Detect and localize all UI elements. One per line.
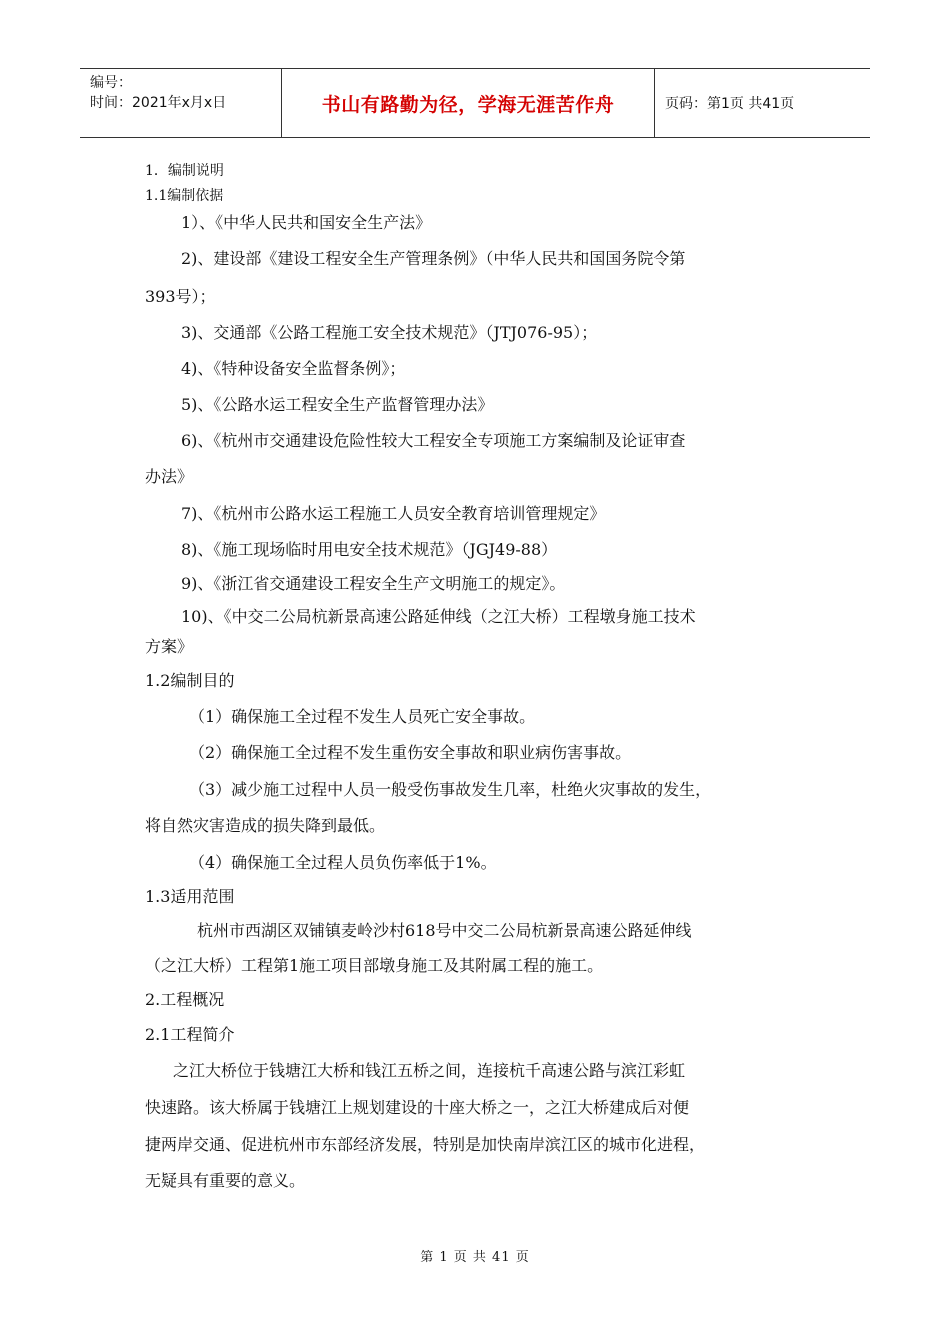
paragraph-line: 6)、《杭州市交通建设危险性较大工程安全专项施工方案编制及论证审查	[181, 431, 686, 450]
paragraph-line: 10)、《中交二公局杭新景高速公路延伸线（之江大桥）工程墩身施工技术	[181, 607, 696, 626]
paragraph-line: 2)、建设部《建设工程安全生产管理条例》（中华人民共和国国务院令第	[181, 249, 686, 268]
paragraph-line: 393号）；	[145, 287, 216, 306]
section-heading: 1．编制说明	[145, 163, 224, 179]
page-footer: 第 1 页 共 41 页	[420, 1250, 530, 1265]
paragraph-line: （之江大桥）工程第1施工项目部墩身施工及其附属工程的施工。	[145, 956, 604, 975]
section-heading: 2.工程概况	[145, 990, 225, 1009]
subsection-heading: 2.1工程简介	[145, 1025, 235, 1044]
paragraph-line: 将自然灾害造成的损失降到最低。	[145, 816, 386, 835]
paragraph-line: 5)、《公路水运工程安全生产监督管理办法》	[181, 395, 494, 414]
paragraph-line: 杭州市西湖区双铺镇麦岭沙村618号中交二公局杭新景高速公路延伸线	[197, 921, 692, 940]
paragraph-line: 7)、《杭州市公路水运工程施工人员安全教育培训管理规定》	[181, 504, 606, 523]
paragraph-line: 快速路。该大桥属于钱塘江上规划建设的十座大桥之一，之江大桥建成后对便	[145, 1098, 690, 1117]
document-header	[80, 68, 870, 138]
paragraph-line: 无疑具有重要的意义。	[145, 1171, 306, 1190]
paragraph-line: （2）确保施工全过程不发生重伤安全事故和职业病伤害事故。	[189, 743, 632, 762]
paragraph-line: 9)、《浙江省交通建设工程安全生产文明施工的规定》。	[181, 574, 566, 593]
subsection-heading: 1.2编制目的	[145, 671, 235, 690]
paragraph-line: 3)、交通部《公路工程施工安全技术规范》（JTJ076-95）；	[181, 323, 598, 342]
paragraph-line: （4）确保施工全过程人员负伤率低于1%。	[189, 853, 497, 872]
header-page-info: 页码：第1页 共41页	[665, 96, 795, 112]
header-motto: 书山有路勤为径，学海无涯苦作舟	[282, 69, 655, 137]
paragraph-line: 方案》	[145, 637, 194, 656]
subsection-heading: 1.1编制依据	[145, 188, 224, 204]
paragraph-line: 办法》	[145, 467, 194, 486]
header-meta-cell	[80, 69, 282, 137]
paragraph-line: 捷两岸交通、促进杭州市东部经济发展，特别是加快南岸滨江区的城市化进程，	[145, 1135, 706, 1154]
paragraph-line: 1）、《中华人民共和国安全生产法》	[181, 213, 432, 232]
paragraph-line: （3）减少施工过程中人员一般受伤事故发生几率，杜绝火灾事故的发生，	[189, 780, 712, 799]
paragraph-line: 4)、《特种设备安全监督条例》；	[181, 359, 406, 378]
subsection-heading: 1.3适用范围	[145, 887, 235, 906]
time-label: 时间：2021年x月x日	[90, 95, 227, 111]
paragraph-line: 之江大桥位于钱塘江大桥和钱江五桥之间，连接杭千高速公路与滨江彩虹	[173, 1061, 686, 1080]
paragraph-line: 8)、《施工现场临时用电安全技术规范》（JGJ49-88）	[181, 540, 558, 559]
paragraph-line: （1）确保施工全过程不发生人员死亡安全事故。	[189, 707, 536, 726]
code-label: 编号：	[90, 75, 132, 91]
